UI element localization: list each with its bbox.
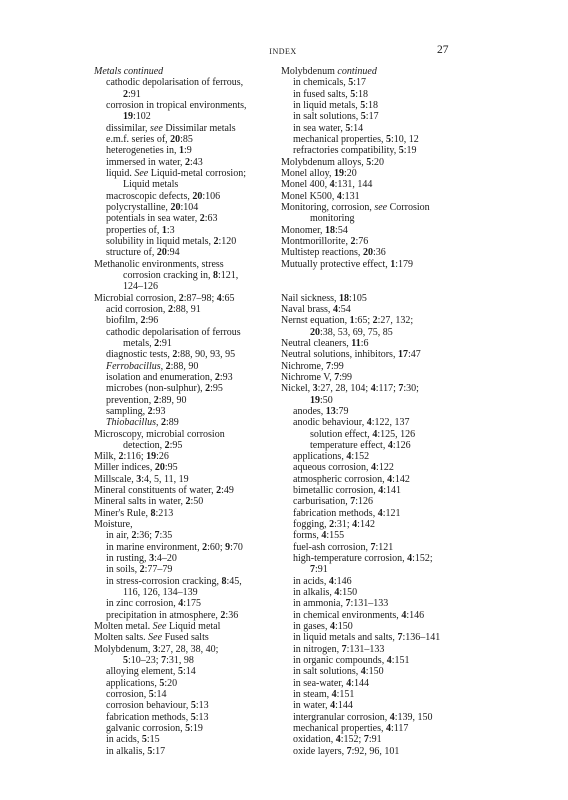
index-entry: corrosion cracking in, 8:121, (123, 269, 239, 281)
index-entry: in steam, 4:151 (293, 689, 355, 701)
index-entry: Nernst equation, 1:65; 2:27, 132; (281, 315, 414, 327)
index-entry: solution effect, 4:125, 126 (310, 428, 416, 440)
index-entry: corrosion in tropical environments, (106, 99, 247, 111)
index-entry: Methanolic environments, stress (94, 258, 224, 270)
index-entry: galvanic corrosion, 5:19 (106, 723, 203, 735)
index-entry: diagnostic tests, 2:88, 90, 93, 95 (106, 349, 236, 361)
index-entry: in stress-corrosion cracking, 8:45, (106, 575, 242, 587)
index-entry: in air, 2:36; 7:35 (106, 530, 173, 542)
index-entry: Mineral salts in water, 2:50 (94, 496, 204, 508)
index-entry: in sea water, 5:14 (293, 122, 364, 134)
index-entry: Moisture, (94, 519, 133, 531)
index-entry: Millscale, 3:4, 5, 11, 19 (94, 473, 189, 485)
index-entry: in rusting, 3:4–20 (106, 553, 177, 565)
index-entry: Naval brass, 4:54 (281, 303, 351, 315)
index-column-right (281, 66, 481, 757)
index-entry: cathodic depolarisation of ferrous, (106, 77, 244, 89)
index-entry: in gases, 4:150 (293, 621, 353, 633)
index-entry: Miner's Rule, 8:213 (94, 507, 174, 519)
index-entry: Monel K500, 4:131 (281, 190, 360, 202)
index-entry: oxidation, 4:152; 7:91 (293, 734, 382, 746)
index-entry: mechanical properties, 5:10, 12 (293, 133, 419, 145)
index-entry: Microbial corrosion, 2:87–98; 4:65 (94, 292, 235, 304)
index-entry: bimetallic corrosion, 4:141 (293, 485, 402, 497)
index-entry: in chemicals, 5:17 (293, 77, 367, 89)
index-entry: intergranular corrosion, 4:139, 150 (293, 711, 433, 723)
index-entry: biofilm, 2:96 (106, 315, 159, 327)
index-entry: cathodic depolarisation of ferrous (106, 326, 241, 338)
index-entry: 116, 126, 134–139 (123, 587, 198, 599)
index-entry: Monitoring, corrosion, see Corrosion (281, 201, 430, 213)
index-entry: e.m.f. series of, 20:85 (106, 133, 193, 145)
index-entry: in salt solutions, 4:150 (293, 666, 384, 678)
index-entry: Monomer, 18:54 (281, 224, 348, 236)
index-entry: in nitrogen, 7:131–133 (293, 643, 385, 655)
index-entry: in marine environment, 2:60; 9:70 (106, 541, 243, 553)
index-entry: Metals continued (94, 66, 164, 77)
index-entry: prevention, 2:89, 90 (106, 394, 187, 406)
index-entry: heterogeneties in, 1:9 (106, 145, 192, 157)
running-title: INDEX (269, 47, 297, 56)
index-entry: properties of, 1:3 (106, 224, 175, 236)
index-entry: structure of, 20:94 (106, 247, 180, 259)
index-entry: in acids, 5:15 (106, 734, 160, 746)
index-entry: Mineral constituents of water, 2:49 (94, 485, 234, 497)
index-entry: Nichrome, 7:99 (281, 360, 344, 372)
entry-gap (281, 281, 481, 292)
index-entry: Nickel, 3:27, 28, 104; 4:117; 7:30; (281, 383, 419, 395)
index-entry: applications, 5:20 (106, 677, 178, 689)
index-entry: Monel 400, 4:131, 144 (281, 179, 373, 191)
index-entry: atmospheric corrosion, 4:142 (293, 473, 410, 485)
index-entry: Ferrobacillus, 2:88, 90 (106, 360, 199, 372)
index-entry: fabrication methods, 5:13 (106, 711, 209, 723)
index-entry: oxide layers, 7:92, 96, 101 (293, 745, 400, 757)
index-entry: corrosion, 5:14 (106, 689, 167, 701)
index-entry: potentials in sea water, 2:63 (106, 213, 218, 225)
index-entry: solubility in liquid metals, 2:120 (106, 235, 237, 247)
index-entry: 19:50 (310, 394, 333, 406)
index-entry: Neutral solutions, inhibitors, 17:47 (281, 349, 421, 361)
index-entry: 20:38, 53, 69, 75, 85 (310, 326, 393, 338)
index-entry: in alkalis, 5:17 (106, 745, 166, 757)
index-entry: microbes (non-sulphur), 2:95 (106, 383, 223, 395)
index-entry: detection, 2:95 (123, 439, 183, 451)
index-entry: metals, 2:91 (123, 337, 172, 349)
index-entry: anodes, 13:79 (293, 405, 349, 417)
index-entry: 5:10–23; 7:31, 98 (123, 655, 194, 667)
index-entry: carburisation, 7:126 (293, 496, 373, 508)
index-entry: in soils, 2:77–79 (106, 564, 173, 576)
index-entry: sampling, 2:93 (106, 405, 166, 417)
index-entry: in salt solutions, 5:17 (293, 111, 379, 123)
index-entry: in acids, 4:146 (293, 575, 352, 587)
index-entry: Microscopy, microbial corrosion (94, 428, 225, 440)
index-entry: isolation and enumeration, 2:93 (106, 371, 233, 383)
index-entry: temperature effect, 4:126 (310, 439, 411, 451)
index-entry: 19:102 (123, 111, 151, 123)
index-entry: polycrystalline, 20:104 (106, 201, 199, 213)
index-entry: applications, 4:152 (293, 451, 370, 463)
index-entry: in water, 4:144 (293, 700, 353, 712)
index-entry: precipitation in atmosphere, 2:36 (106, 609, 239, 621)
index-entry: acid corrosion, 2:88, 91 (106, 303, 201, 315)
index-entry: in organic compounds, 4:151 (293, 655, 410, 667)
index-entry: aqueous corrosion, 4:122 (293, 462, 394, 474)
index-entry: in liquid metals, 5:18 (293, 99, 378, 111)
entry-gap (281, 270, 481, 281)
index-entry: fabrication methods, 4:121 (293, 507, 401, 519)
index-entry: monitoring (310, 213, 355, 225)
index-entry: in sea-water, 4:144 (293, 677, 369, 689)
index-entry: in fused salts, 5:18 (293, 88, 368, 100)
page-number: 27 (437, 44, 449, 56)
index-entry: liquid. See Liquid-metal corrosion; (106, 167, 246, 179)
index-entry: 7:91 (310, 564, 328, 576)
index-entry: Molybdenum, 3:27, 28, 38, 40; (94, 643, 219, 655)
index-entry: forms, 4:155 (293, 530, 345, 542)
index-entry: dissimilar, see Dissimilar metals (106, 122, 236, 134)
index-entry: fuel-ash corrosion, 7:121 (293, 541, 394, 553)
index-entry: in liquid metals and salts, 7:136–141 (293, 632, 441, 644)
index-entry: anodic behaviour, 4:122, 137 (293, 417, 410, 429)
index-entry: macroscopic defects, 20:106 (106, 190, 221, 202)
index-entry: in chemical environments, 4:146 (293, 609, 425, 621)
index-entry: 124–126 (123, 281, 158, 293)
index-entry: fogging, 2:31; 4:142 (293, 519, 375, 531)
index-entry: in alkalis, 4:150 (293, 587, 358, 599)
index-entry: 2:91 (123, 88, 141, 100)
index-entry: Nichrome V, 7:99 (281, 371, 353, 383)
index-entry: Miller indices, 20:95 (94, 462, 178, 474)
index-entry: Molten metal. See Liquid metal (94, 621, 221, 633)
index-entry: in zinc corrosion, 4:175 (106, 598, 201, 610)
index-entry: Molybdenum continued (281, 66, 377, 77)
index-entry: Montmorillorite, 2:76 (281, 235, 369, 247)
index-entry: Molten salts. See Fused salts (94, 632, 209, 644)
index-entry: Thiobacillus, 2:89 (106, 417, 179, 429)
index-entry: Mutually protective effect, 1:179 (281, 258, 413, 270)
index-entry: mechanical properties, 4:117 (293, 723, 409, 735)
index-entry: Liquid metals (123, 179, 179, 191)
index-entry: Milk, 2:116; 19:26 (94, 451, 169, 463)
index-entry: immersed in water, 2:43 (106, 156, 203, 168)
index-entry: alloying element, 5:14 (106, 666, 196, 678)
index-entry: Nail sickness, 18:105 (281, 292, 367, 304)
index-entry: Monel alloy, 19:20 (281, 167, 357, 179)
index-entry: in ammonia, 7:131–133 (293, 598, 389, 610)
index-entry: corrosion behaviour, 5:13 (106, 700, 209, 712)
index-entry: Molybdenum alloys, 5:20 (281, 156, 385, 168)
index-entry: refractories compatibility, 5:19 (293, 145, 417, 157)
index-entry: Neutral cleaners, 11:6 (281, 337, 369, 349)
index-column-left (94, 66, 269, 757)
index-entry: Multistep reactions, 20:36 (281, 247, 386, 259)
index-entry: high-temperature corrosion, 4:152; (293, 553, 433, 565)
